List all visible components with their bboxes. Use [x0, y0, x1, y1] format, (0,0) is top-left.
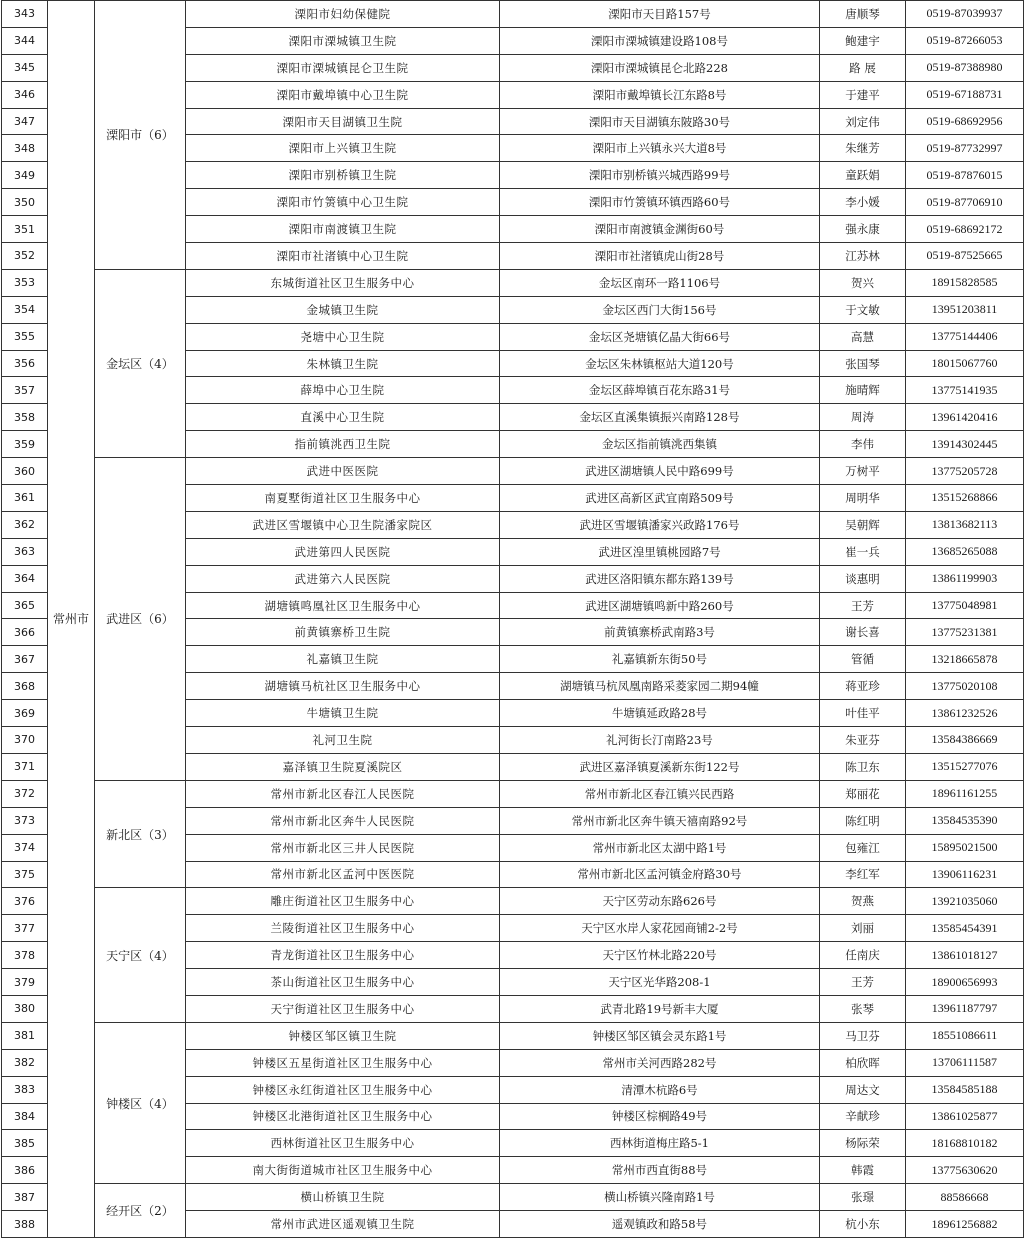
table-row [2, 1184, 1024, 1211]
city-cell: 常州市 [48, 1, 95, 1238]
facility-name: 朱林镇卫生院 [186, 350, 500, 377]
table-row [2, 888, 1024, 915]
contact-person: 管循 [820, 646, 906, 673]
contact-person: 辛献珍 [820, 1103, 906, 1130]
facility-name: 青龙街道社区卫生服务中心 [186, 942, 500, 969]
facility-name: 溧阳市别桥镇卫生院 [186, 162, 500, 189]
facility-address: 礼河街长汀南路23号 [500, 727, 820, 754]
facility-name: 钟楼区北港街道社区卫生服务中心 [186, 1103, 500, 1130]
facility-name: 常州市新北区春江人民医院 [186, 780, 500, 807]
facility-name: 溧阳市上兴镇卫生院 [186, 135, 500, 162]
facility-name: 礼嘉镇卫生院 [186, 646, 500, 673]
contact-person: 高慧 [820, 323, 906, 350]
facility-address: 溧阳市天目路157号 [500, 1, 820, 28]
contact-phone: 13218665878 [906, 646, 1024, 673]
row-number: 348 [2, 135, 48, 162]
contact-phone: 18015067760 [906, 350, 1024, 377]
row-number: 385 [2, 1130, 48, 1157]
district-cell: 金坛区（4） [95, 269, 186, 457]
facility-name: 武进第六人民医院 [186, 565, 500, 592]
contact-phone: 0519-87266053 [906, 27, 1024, 54]
facility-address: 武青北路19号新丰大厦 [500, 995, 820, 1022]
facility-name: 武进第四人民医院 [186, 538, 500, 565]
facility-name: 茶山街道社区卫生服务中心 [186, 969, 500, 996]
facility-name: 溧阳市溧城镇昆仑卫生院 [186, 54, 500, 81]
facility-address: 武进区湖塘镇鸣新中路260号 [500, 592, 820, 619]
contact-phone: 13775205728 [906, 458, 1024, 485]
contact-phone: 13706111587 [906, 1049, 1024, 1076]
facility-address: 湖塘镇马杭凤凰南路采菱家园二期94幢 [500, 673, 820, 700]
facility-name: 常州市新北区三井人民医院 [186, 834, 500, 861]
row-number: 363 [2, 538, 48, 565]
contact-person: 王芳 [820, 592, 906, 619]
row-number: 366 [2, 619, 48, 646]
contact-person: 谈惠明 [820, 565, 906, 592]
contact-person: 唐顺琴 [820, 1, 906, 28]
contact-phone: 0519-87039937 [906, 1, 1024, 28]
row-number: 370 [2, 727, 48, 754]
facility-address: 常州市西直街88号 [500, 1157, 820, 1184]
contact-person: 李小媛 [820, 189, 906, 216]
row-number: 368 [2, 673, 48, 700]
contact-person: 鲍建宇 [820, 27, 906, 54]
facility-address: 武进区洛阳镇东都东路139号 [500, 565, 820, 592]
contact-phone: 18961256882 [906, 1211, 1024, 1238]
facility-name: 常州市新北区奔牛人民医院 [186, 807, 500, 834]
facility-address: 溧阳市戴埠镇长江东路8号 [500, 81, 820, 108]
contact-phone: 13951203811 [906, 296, 1024, 323]
contact-person: 贺燕 [820, 888, 906, 915]
facility-address: 天宁区竹林北路220号 [500, 942, 820, 969]
row-number: 380 [2, 995, 48, 1022]
row-number: 352 [2, 243, 48, 270]
facility-address: 牛塘镇延政路28号 [500, 700, 820, 727]
facility-address: 金坛区指前镇洮西集镇 [500, 431, 820, 458]
row-number: 360 [2, 458, 48, 485]
contact-person: 刘定伟 [820, 108, 906, 135]
row-number: 364 [2, 565, 48, 592]
facility-name: 溧阳市溧城镇卫生院 [186, 27, 500, 54]
contact-phone: 13961187797 [906, 995, 1024, 1022]
row-number: 362 [2, 511, 48, 538]
contact-phone: 88586668 [906, 1184, 1024, 1211]
facility-name: 牛塘镇卫生院 [186, 700, 500, 727]
row-number: 346 [2, 81, 48, 108]
row-number: 361 [2, 485, 48, 512]
facility-address: 常州市新北区奔牛镇天禧南路92号 [500, 807, 820, 834]
row-number: 357 [2, 377, 48, 404]
contact-person: 路 展 [820, 54, 906, 81]
table-row [2, 1, 1024, 28]
district-cell: 经开区（2） [95, 1184, 186, 1238]
facility-name: 南夏墅街道社区卫生服务中心 [186, 485, 500, 512]
contact-phone: 0519-87388980 [906, 54, 1024, 81]
row-number: 386 [2, 1157, 48, 1184]
facility-address: 武进区嘉泽镇夏溪新东街122号 [500, 753, 820, 780]
contact-person: 杭小东 [820, 1211, 906, 1238]
contact-person: 周明华 [820, 485, 906, 512]
facility-name: 南大街街道城市社区卫生服务中心 [186, 1157, 500, 1184]
facility-address: 前黄镇寨桥武南路3号 [500, 619, 820, 646]
contact-person: 江苏林 [820, 243, 906, 270]
facility-address: 溧阳市南渡镇金渊街60号 [500, 216, 820, 243]
facility-address: 溧阳市别桥镇兴城西路99号 [500, 162, 820, 189]
facility-name: 嘉泽镇卫生院夏溪院区 [186, 753, 500, 780]
row-number: 358 [2, 404, 48, 431]
row-number: 375 [2, 861, 48, 888]
contact-person: 周达文 [820, 1076, 906, 1103]
contact-phone: 13584386669 [906, 727, 1024, 754]
contact-phone: 13921035060 [906, 888, 1024, 915]
facility-name: 钟楼区永红街道社区卫生服务中心 [186, 1076, 500, 1103]
contact-phone: 13861018127 [906, 942, 1024, 969]
contact-person: 施晴辉 [820, 377, 906, 404]
contact-person: 崔一兵 [820, 538, 906, 565]
row-number: 382 [2, 1049, 48, 1076]
contact-person: 郑丽花 [820, 780, 906, 807]
contact-phone: 0519-87732997 [906, 135, 1024, 162]
contact-person: 韩霞 [820, 1157, 906, 1184]
facility-name: 兰陵街道社区卫生服务中心 [186, 915, 500, 942]
contact-person: 马卫芬 [820, 1022, 906, 1049]
facility-name: 溧阳市竹箦镇中心卫生院 [186, 189, 500, 216]
contact-person: 杨际荣 [820, 1130, 906, 1157]
contact-phone: 13775020108 [906, 673, 1024, 700]
row-number: 378 [2, 942, 48, 969]
facility-address: 金坛区西门大街156号 [500, 296, 820, 323]
contact-phone: 13861199903 [906, 565, 1024, 592]
contact-phone: 18551086611 [906, 1022, 1024, 1049]
facility-name: 指前镇洮西卫生院 [186, 431, 500, 458]
table-row [2, 269, 1024, 296]
row-number: 354 [2, 296, 48, 323]
facility-address: 溧阳市天目湖镇东陂路30号 [500, 108, 820, 135]
row-number: 384 [2, 1103, 48, 1130]
district-cell: 新北区（3） [95, 780, 186, 888]
facility-name: 溧阳市天目湖镇卫生院 [186, 108, 500, 135]
district-cell: 钟楼区（4） [95, 1022, 186, 1183]
facility-name: 礼河卫生院 [186, 727, 500, 754]
contact-person: 包雍江 [820, 834, 906, 861]
contact-person: 任南庆 [820, 942, 906, 969]
contact-phone: 13861232526 [906, 700, 1024, 727]
contact-person: 谢长喜 [820, 619, 906, 646]
facility-name: 尧塘中心卫生院 [186, 323, 500, 350]
contact-phone: 13914302445 [906, 431, 1024, 458]
facility-address: 常州市新北区春江镇兴民西路 [500, 780, 820, 807]
row-number: 367 [2, 646, 48, 673]
facility-name: 溧阳市南渡镇卫生院 [186, 216, 500, 243]
contact-person: 于文敏 [820, 296, 906, 323]
facility-name: 横山桥镇卫生院 [186, 1184, 500, 1211]
contact-phone: 13685265088 [906, 538, 1024, 565]
facility-address: 溧阳市竹箦镇环镇西路60号 [500, 189, 820, 216]
contact-person: 张璟 [820, 1184, 906, 1211]
contact-person: 柏欣晖 [820, 1049, 906, 1076]
facility-name: 湖塘镇鸣凰社区卫生服务中心 [186, 592, 500, 619]
district-cell: 武进区（6） [95, 458, 186, 781]
facility-address: 金坛区南环一路1106号 [500, 269, 820, 296]
facility-address: 溧阳市上兴镇永兴大道8号 [500, 135, 820, 162]
contact-person: 周涛 [820, 404, 906, 431]
row-number: 373 [2, 807, 48, 834]
row-number: 345 [2, 54, 48, 81]
row-number: 356 [2, 350, 48, 377]
facility-address: 钟楼区棕榈路49号 [500, 1103, 820, 1130]
facility-address: 钟楼区邹区镇会灵东路1号 [500, 1022, 820, 1049]
district-cell: 天宁区（4） [95, 888, 186, 1022]
contact-phone: 13861025877 [906, 1103, 1024, 1130]
facility-address: 武进区高新区武宜南路509号 [500, 485, 820, 512]
facility-address: 礼嘉镇新东街50号 [500, 646, 820, 673]
facility-name: 溧阳市戴埠镇中心卫生院 [186, 81, 500, 108]
contact-phone: 13584585188 [906, 1076, 1024, 1103]
facility-address: 天宁区劳动东路626号 [500, 888, 820, 915]
facility-address: 天宁区水岸人家花园商铺2-2号 [500, 915, 820, 942]
facility-name: 西林街道社区卫生服务中心 [186, 1130, 500, 1157]
facility-name: 溧阳市妇幼保健院 [186, 1, 500, 28]
contact-phone: 0519-87876015 [906, 162, 1024, 189]
contact-phone: 13775141935 [906, 377, 1024, 404]
facility-address: 常州市关河西路282号 [500, 1049, 820, 1076]
row-number: 349 [2, 162, 48, 189]
row-number: 350 [2, 189, 48, 216]
table-row [2, 1022, 1024, 1049]
health-facility-table [1, 0, 1024, 1238]
facility-address: 遥观镇政和路58号 [500, 1211, 820, 1238]
row-number: 343 [2, 1, 48, 28]
contact-person: 陈红明 [820, 807, 906, 834]
facility-name: 雕庄街道社区卫生服务中心 [186, 888, 500, 915]
facility-address: 天宁区光华路208-1 [500, 969, 820, 996]
facility-name: 金城镇卫生院 [186, 296, 500, 323]
contact-phone: 18961161255 [906, 780, 1024, 807]
facility-address: 武进区湟里镇桃园路7号 [500, 538, 820, 565]
facility-address: 常州市新北区太湖中路1号 [500, 834, 820, 861]
row-number: 387 [2, 1184, 48, 1211]
row-number: 351 [2, 216, 48, 243]
contact-phone: 13961420416 [906, 404, 1024, 431]
facility-name: 武进区雪堰镇中心卫生院潘家院区 [186, 511, 500, 538]
facility-address: 金坛区尧塘镇亿晶大街66号 [500, 323, 820, 350]
facility-address: 溧阳市溧城镇昆仑北路228 [500, 54, 820, 81]
contact-person: 李红军 [820, 861, 906, 888]
facility-address: 金坛区薛埠镇百花东路31号 [500, 377, 820, 404]
facility-name: 湖塘镇马杭社区卫生服务中心 [186, 673, 500, 700]
contact-phone: 13813682113 [906, 511, 1024, 538]
contact-phone: 18168810182 [906, 1130, 1024, 1157]
row-number: 377 [2, 915, 48, 942]
row-number: 379 [2, 969, 48, 996]
row-number: 372 [2, 780, 48, 807]
contact-person: 于建平 [820, 81, 906, 108]
district-cell: 溧阳市（6） [95, 1, 186, 270]
facility-address: 清潭木杭路6号 [500, 1076, 820, 1103]
contact-phone: 18915828585 [906, 269, 1024, 296]
contact-phone: 0519-87706910 [906, 189, 1024, 216]
facility-address: 金坛区直溪集镇振兴南路128号 [500, 404, 820, 431]
facility-name: 前黄镇寨桥卫生院 [186, 619, 500, 646]
row-number: 374 [2, 834, 48, 861]
contact-phone: 0519-68692172 [906, 216, 1024, 243]
table-row [2, 780, 1024, 807]
facility-address: 常州市新北区孟河镇金府路30号 [500, 861, 820, 888]
contact-phone: 13515268866 [906, 485, 1024, 512]
facility-name: 直溪中心卫生院 [186, 404, 500, 431]
facility-address: 武进区湖塘镇人民中路699号 [500, 458, 820, 485]
row-number: 369 [2, 700, 48, 727]
contact-person: 叶佳平 [820, 700, 906, 727]
facility-address: 溧阳市社渚镇虎山街28号 [500, 243, 820, 270]
facility-name: 钟楼区五星街道社区卫生服务中心 [186, 1049, 500, 1076]
table-row [2, 458, 1024, 485]
contact-phone: 13775630620 [906, 1157, 1024, 1184]
row-number: 383 [2, 1076, 48, 1103]
row-number: 359 [2, 431, 48, 458]
facility-address: 金坛区朱林镇枢站大道120号 [500, 350, 820, 377]
facility-address: 横山桥镇兴隆南路1号 [500, 1184, 820, 1211]
contact-person: 强永康 [820, 216, 906, 243]
row-number: 347 [2, 108, 48, 135]
contact-person: 朱亚芬 [820, 727, 906, 754]
row-number: 381 [2, 1022, 48, 1049]
contact-person: 贺兴 [820, 269, 906, 296]
contact-phone: 15895021500 [906, 834, 1024, 861]
facility-name: 钟楼区邹区镇卫生院 [186, 1022, 500, 1049]
row-number: 344 [2, 27, 48, 54]
contact-person: 吴朝辉 [820, 511, 906, 538]
contact-phone: 18900656993 [906, 969, 1024, 996]
contact-person: 陈卫东 [820, 753, 906, 780]
row-number: 376 [2, 888, 48, 915]
contact-person: 蒋亚珍 [820, 673, 906, 700]
facility-address: 西林街道梅庄路5-1 [500, 1130, 820, 1157]
contact-phone: 13775048981 [906, 592, 1024, 619]
contact-person: 王芳 [820, 969, 906, 996]
contact-phone: 13585454391 [906, 915, 1024, 942]
contact-person: 张国琴 [820, 350, 906, 377]
contact-phone: 13906116231 [906, 861, 1024, 888]
contact-phone: 0519-67188731 [906, 81, 1024, 108]
contact-person: 李伟 [820, 431, 906, 458]
contact-phone: 13775144406 [906, 323, 1024, 350]
contact-person: 万树平 [820, 458, 906, 485]
facility-name: 东城街道社区卫生服务中心 [186, 269, 500, 296]
facility-address: 武进区雪堰镇潘家兴政路176号 [500, 511, 820, 538]
facility-name: 常州市新北区孟河中医医院 [186, 861, 500, 888]
row-number: 365 [2, 592, 48, 619]
row-number: 353 [2, 269, 48, 296]
contact-phone: 0519-68692956 [906, 108, 1024, 135]
contact-person: 张琴 [820, 995, 906, 1022]
facility-name: 溧阳市社渚镇中心卫生院 [186, 243, 500, 270]
contact-phone: 13584535390 [906, 807, 1024, 834]
contact-phone: 13775231381 [906, 619, 1024, 646]
row-number: 355 [2, 323, 48, 350]
contact-phone: 13515277076 [906, 753, 1024, 780]
facility-name: 天宁街道社区卫生服务中心 [186, 995, 500, 1022]
contact-person: 童跃娟 [820, 162, 906, 189]
contact-phone: 0519-87525665 [906, 243, 1024, 270]
row-number: 388 [2, 1211, 48, 1238]
facility-name: 武进中医医院 [186, 458, 500, 485]
facility-address: 溧阳市溧城镇建设路108号 [500, 27, 820, 54]
contact-person: 朱继芳 [820, 135, 906, 162]
contact-person: 刘丽 [820, 915, 906, 942]
facility-name: 常州市武进区遥观镇卫生院 [186, 1211, 500, 1238]
facility-name: 薛埠中心卫生院 [186, 377, 500, 404]
row-number: 371 [2, 753, 48, 780]
